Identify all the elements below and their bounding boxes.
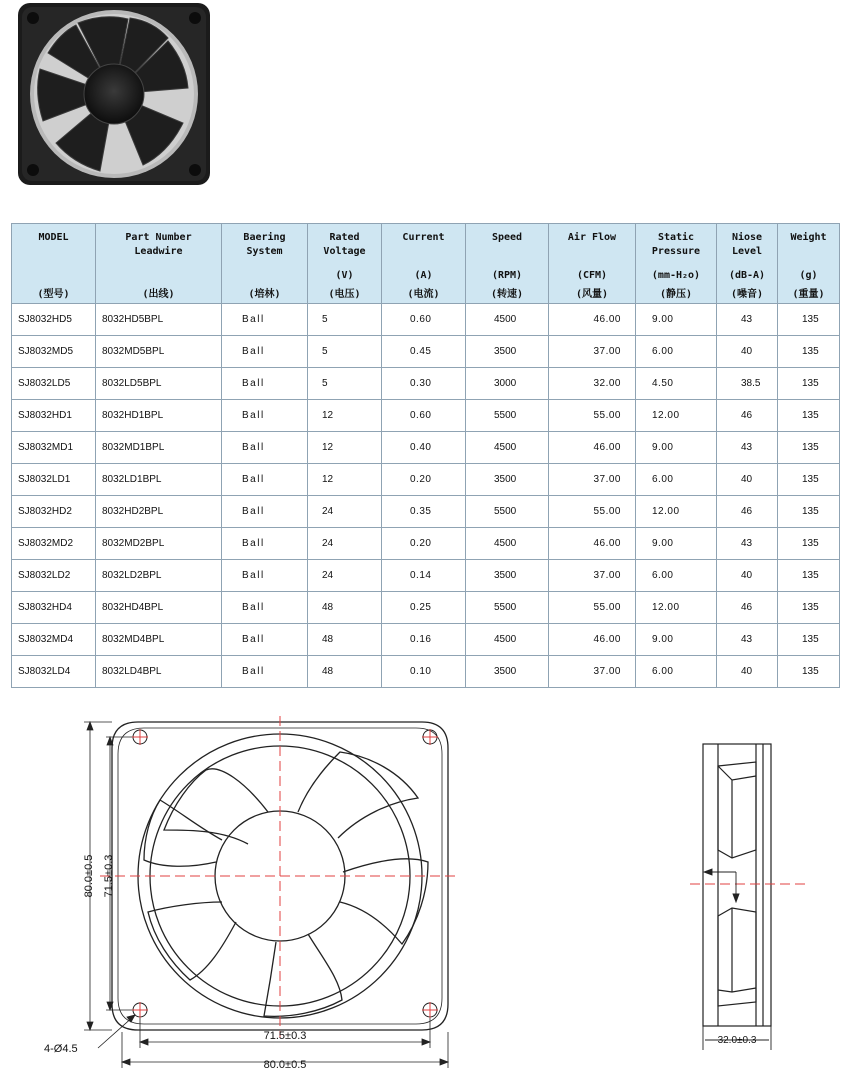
column-header xyxy=(12,224,96,304)
table-cell: 8032HD4BPL xyxy=(96,592,222,624)
table-cell: 46 xyxy=(717,592,778,624)
table-cell: 135 xyxy=(778,592,840,624)
table-cell: 5 xyxy=(308,368,382,400)
table-cell: SJ8032MD5 xyxy=(12,336,96,368)
table-cell: 135 xyxy=(778,336,840,368)
table-cell: 48 xyxy=(308,592,382,624)
column-header-unit: (A) xyxy=(414,270,433,281)
column-header-chinese: (噪音) xyxy=(730,289,764,300)
column-header xyxy=(778,224,840,304)
table-cell: Ball xyxy=(222,560,308,592)
table-cell: 0.60 xyxy=(382,304,466,336)
column-header-label: Static Pressure xyxy=(651,232,701,257)
column-header-chinese: (转速) xyxy=(490,289,524,300)
table-body xyxy=(12,304,840,688)
table-cell: 55.00 xyxy=(549,496,636,528)
column-header xyxy=(717,224,778,304)
table-cell: SJ8032HD2 xyxy=(12,496,96,528)
table-cell: 43 xyxy=(717,432,778,464)
table-cell: 0.40 xyxy=(382,432,466,464)
column-header xyxy=(222,224,308,304)
table-cell: 48 xyxy=(308,656,382,688)
table-cell: 8032LD5BPL xyxy=(96,368,222,400)
table-cell: 4500 xyxy=(466,432,549,464)
table-cell: 3500 xyxy=(466,336,549,368)
column-header-unit: (V) xyxy=(335,270,354,281)
table-cell: 6.00 xyxy=(636,560,717,592)
table-cell: Ball xyxy=(222,496,308,528)
table-cell: SJ8032MD4 xyxy=(12,624,96,656)
table-cell: 4500 xyxy=(466,304,549,336)
table-cell: 5500 xyxy=(466,400,549,432)
table-cell: Ball xyxy=(222,592,308,624)
table-cell: Ball xyxy=(222,432,308,464)
column-header-chinese: (风量) xyxy=(575,289,609,300)
table-cell: 0.30 xyxy=(382,368,466,400)
table-cell: 12.00 xyxy=(636,400,717,432)
column-header xyxy=(382,224,466,304)
table-cell: 8032LD2BPL xyxy=(96,560,222,592)
table-cell: 9.00 xyxy=(636,432,717,464)
table-cell: 5 xyxy=(308,336,382,368)
fan-photo xyxy=(18,3,210,185)
table-row xyxy=(12,304,840,336)
table-cell: 4.50 xyxy=(636,368,717,400)
column-header-chinese: (电流) xyxy=(407,289,440,300)
column-header-chinese: (型号) xyxy=(37,289,70,300)
fan-front-drawing xyxy=(40,712,470,1072)
table-cell: SJ8032LD4 xyxy=(12,656,96,688)
table-cell: 8032LD1BPL xyxy=(96,464,222,496)
table-cell: 135 xyxy=(778,560,840,592)
column-header xyxy=(636,224,717,304)
column-header-unit: (CFM) xyxy=(576,270,608,281)
table-cell: 46.00 xyxy=(549,528,636,560)
table-cell: 0.14 xyxy=(382,560,466,592)
column-header-label: Air Flow xyxy=(567,232,617,243)
table-cell: 8032HD5BPL xyxy=(96,304,222,336)
table-cell: 0.45 xyxy=(382,336,466,368)
table-cell: Ball xyxy=(222,656,308,688)
table-cell: 43 xyxy=(717,304,778,336)
table-cell: 12 xyxy=(308,432,382,464)
table-cell: 135 xyxy=(778,368,840,400)
column-header-label: Speed xyxy=(491,232,523,243)
table-row xyxy=(12,624,840,656)
column-header-label: Weight xyxy=(790,232,827,243)
table-cell: 37.00 xyxy=(549,464,636,496)
table-cell: 135 xyxy=(778,400,840,432)
table-cell: 40 xyxy=(717,464,778,496)
table-cell: 135 xyxy=(778,656,840,688)
table-row xyxy=(12,432,840,464)
table-cell: 12.00 xyxy=(636,592,717,624)
table-cell: 135 xyxy=(778,464,840,496)
table-cell: Ball xyxy=(222,400,308,432)
dim-thickness: 32.0±0.3 xyxy=(717,1035,757,1046)
column-header-label: Current xyxy=(402,232,445,243)
fan-side-drawing xyxy=(670,740,820,1050)
table-cell: 46.00 xyxy=(549,432,636,464)
column-header-unit: (g) xyxy=(799,270,818,281)
table-cell: 40 xyxy=(717,656,778,688)
table-row xyxy=(12,464,840,496)
table-row xyxy=(12,592,840,624)
table-cell: 0.16 xyxy=(382,624,466,656)
table-cell: 46 xyxy=(717,496,778,528)
table-cell: 3500 xyxy=(466,560,549,592)
table-cell: 48 xyxy=(308,624,382,656)
table-cell: SJ8032LD2 xyxy=(12,560,96,592)
table-cell: Ball xyxy=(222,336,308,368)
table-cell: 9.00 xyxy=(636,528,717,560)
table-cell: SJ8032MD2 xyxy=(12,528,96,560)
table-row xyxy=(12,368,840,400)
table-row xyxy=(12,336,840,368)
table-row xyxy=(12,528,840,560)
table-cell: 6.00 xyxy=(636,464,717,496)
table-cell: 8032MD1BPL xyxy=(96,432,222,464)
table-cell: 3000 xyxy=(466,368,549,400)
table-cell: 12 xyxy=(308,464,382,496)
table-cell: 9.00 xyxy=(636,304,717,336)
dim-width-outer: 80.0±0.5 xyxy=(263,1059,307,1071)
column-header-chinese: (出线) xyxy=(142,289,175,300)
dim-height-holes: 71.5±0.3 xyxy=(103,854,115,898)
table-cell: 8032MD2BPL xyxy=(96,528,222,560)
column-header-chinese: (电压) xyxy=(328,289,361,300)
table-cell: 5500 xyxy=(466,496,549,528)
table-cell: 135 xyxy=(778,528,840,560)
column-header-chinese: (静压) xyxy=(659,289,693,300)
table-cell: SJ8032MD1 xyxy=(12,432,96,464)
table-cell: 6.00 xyxy=(636,336,717,368)
table-cell: 55.00 xyxy=(549,592,636,624)
table-cell: 40 xyxy=(717,560,778,592)
column-header xyxy=(466,224,549,304)
table-cell: 37.00 xyxy=(549,656,636,688)
table-row xyxy=(12,400,840,432)
table-cell: SJ8032LD5 xyxy=(12,368,96,400)
column-header-unit: (RPM) xyxy=(491,270,523,281)
column-header xyxy=(96,224,222,304)
table-cell: 135 xyxy=(778,496,840,528)
table-cell: 32.00 xyxy=(549,368,636,400)
column-header-label: Rated Voltage xyxy=(323,232,366,257)
table-cell: 37.00 xyxy=(549,336,636,368)
table-cell: 24 xyxy=(308,496,382,528)
table-cell: 46 xyxy=(717,400,778,432)
table-cell: 12 xyxy=(308,400,382,432)
table-cell: 0.25 xyxy=(382,592,466,624)
table-cell: Ball xyxy=(222,464,308,496)
dim-width-holes: 71.5±0.3 xyxy=(263,1030,307,1042)
table-cell: 6.00 xyxy=(636,656,717,688)
table-cell: 24 xyxy=(308,528,382,560)
table-cell: 8032LD4BPL xyxy=(96,656,222,688)
table-cell: Ball xyxy=(222,624,308,656)
table-cell: 135 xyxy=(778,432,840,464)
table-cell: SJ8032HD1 xyxy=(12,400,96,432)
table-cell: 135 xyxy=(778,624,840,656)
column-header-label: Part Number Leadwire xyxy=(125,232,192,257)
table-cell: 24 xyxy=(308,560,382,592)
table-cell: 43 xyxy=(717,528,778,560)
column-header-unit: (dB-A) xyxy=(728,270,766,281)
spec-table xyxy=(11,223,840,688)
table-cell: 5 xyxy=(308,304,382,336)
table-cell: 4500 xyxy=(466,624,549,656)
table-row xyxy=(12,496,840,528)
table-cell: 8032MD5BPL xyxy=(96,336,222,368)
table-cell: 0.10 xyxy=(382,656,466,688)
table-cell: Ball xyxy=(222,528,308,560)
table-cell: 40 xyxy=(717,336,778,368)
column-header-label: MODEL xyxy=(38,232,69,243)
table-cell: 0.20 xyxy=(382,528,466,560)
column-header-label: Niose Level xyxy=(731,232,763,257)
column-header-chinese: (重量) xyxy=(792,289,825,300)
table-cell: 0.60 xyxy=(382,400,466,432)
dim-height-outer: 80.0±0.5 xyxy=(83,854,95,898)
table-cell: 37.00 xyxy=(549,560,636,592)
table-cell: 12.00 xyxy=(636,496,717,528)
table-cell: 9.00 xyxy=(636,624,717,656)
table-cell: 55.00 xyxy=(549,400,636,432)
column-header-label: Baering System xyxy=(243,232,286,257)
table-cell: SJ8032HD4 xyxy=(12,592,96,624)
table-cell: 3500 xyxy=(466,656,549,688)
table-cell: 8032MD4BPL xyxy=(96,624,222,656)
table-cell: 8032HD1BPL xyxy=(96,400,222,432)
column-header-chinese: (培林) xyxy=(248,289,281,300)
table-cell: SJ8032HD5 xyxy=(12,304,96,336)
column-header xyxy=(549,224,636,304)
table-cell: 135 xyxy=(778,304,840,336)
dim-hole-spec: 4-Ø4.5 xyxy=(44,1043,78,1055)
table-cell: 0.20 xyxy=(382,464,466,496)
table-cell: Ball xyxy=(222,368,308,400)
table-header-row xyxy=(12,224,840,304)
table-row xyxy=(12,560,840,592)
table-cell: Ball xyxy=(222,304,308,336)
table-cell: 3500 xyxy=(466,464,549,496)
table-row xyxy=(12,656,840,688)
table-cell: 5500 xyxy=(466,592,549,624)
table-cell: SJ8032LD1 xyxy=(12,464,96,496)
table-cell: 8032HD2BPL xyxy=(96,496,222,528)
table-cell: 4500 xyxy=(466,528,549,560)
table-cell: 38.5 xyxy=(717,368,778,400)
table-cell: 43 xyxy=(717,624,778,656)
table-cell: 46.00 xyxy=(549,304,636,336)
table-cell: 0.35 xyxy=(382,496,466,528)
column-header-unit: (mm-H₂o) xyxy=(651,270,701,281)
table-cell: 46.00 xyxy=(549,624,636,656)
column-header xyxy=(308,224,382,304)
